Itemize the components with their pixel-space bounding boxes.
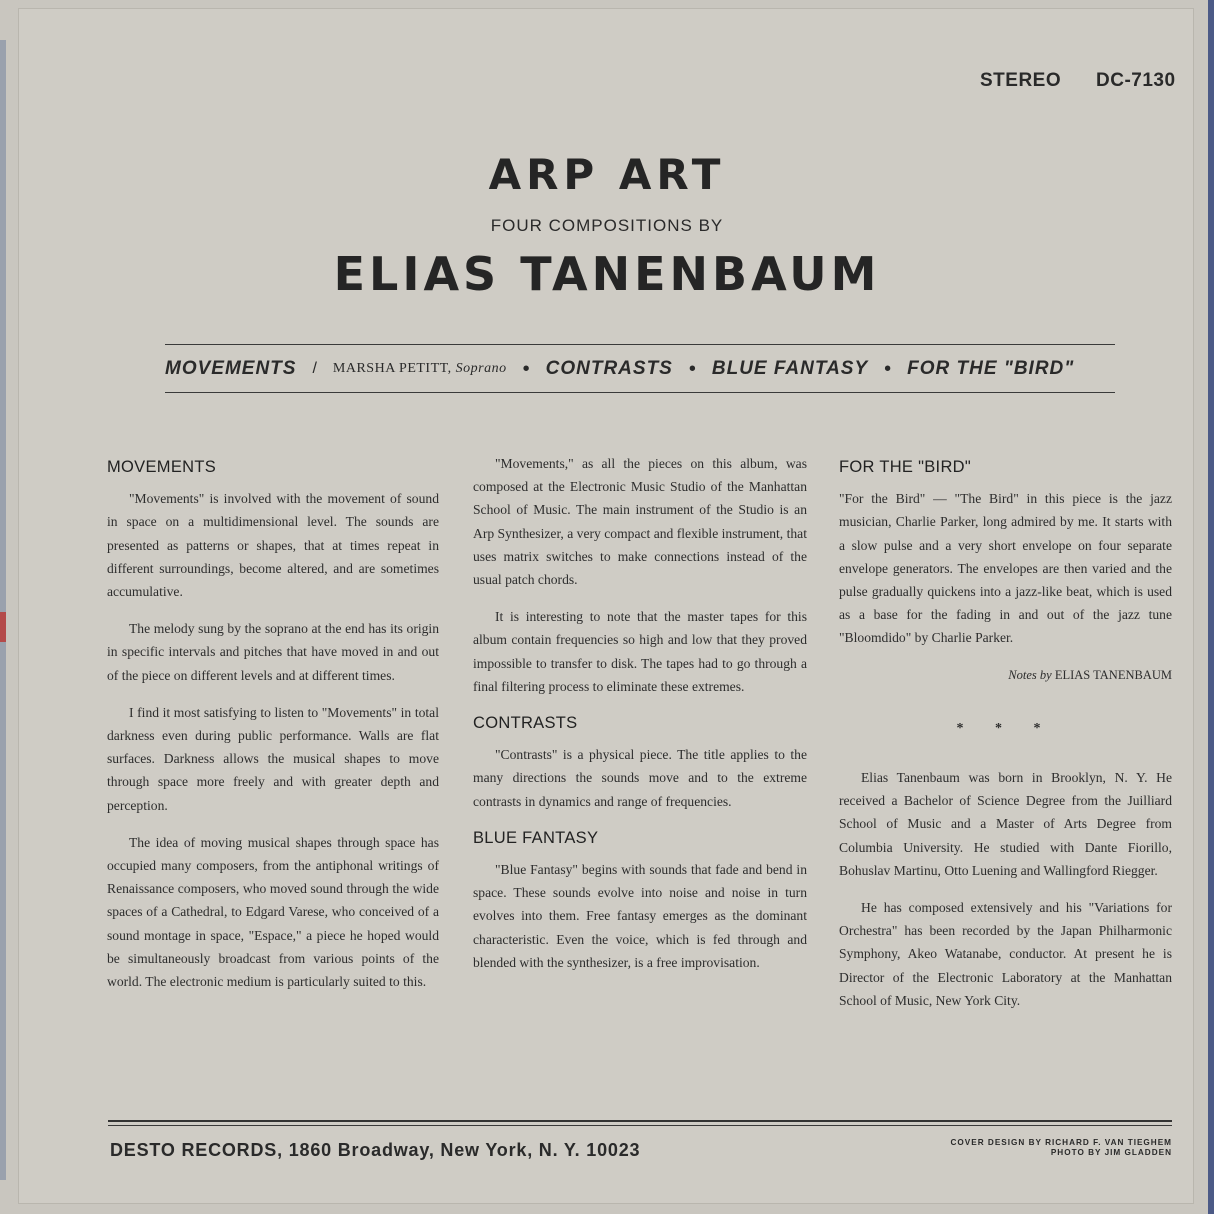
notes-credit-name: ELIAS TANENBAUM xyxy=(1054,667,1172,682)
album-subtitle: FOUR COMPOSITIONS BY xyxy=(490,216,724,235)
track-blue-fantasy: BLUE FANTASY xyxy=(711,358,869,379)
performer xyxy=(333,361,507,377)
paragraph: "Movements," as all the pieces on this album, was composed at the Electronic Music Studio of the Manhattan School of Music. The main instrument of the Studio is an Arp Synthesizer, a very compact and flexible instrument, that uses matrix switches to make connections instead of the usual patch chords. xyxy=(473,456,807,588)
composer-name: ELIAS TANENBAUM xyxy=(333,247,881,301)
catalog-number: DC-7130 xyxy=(1096,70,1176,91)
sleeve-left-edge xyxy=(0,40,6,1180)
notes-credit-label: Notes by xyxy=(1008,667,1052,682)
paragraph: "Movements" is involved with the movement of sound in space on a multidimensional level. The sounds are presented as patterns or shapes, that at times repeat in different surroundings, become altered, and are sometimes accumulative. xyxy=(107,491,439,600)
stereo-label: STEREO xyxy=(980,70,1062,91)
notes-column-3 xyxy=(839,456,1172,1026)
paragraph: "For the Bird" — "The Bird" in this piece is the jazz musician, Charlie Parker, long admired by me. It starts with a slow pulse and a very short envelope on four separate envelope generators. The envelopes are then varied and the pulse gradually quickens into a jazz-like beat, which is used as a base for the fading in and out of the jazz tune "Bloomdido" by Charlie Parker. xyxy=(839,491,1172,646)
track-contrasts: CONTRASTS xyxy=(545,358,673,379)
album-title: ARP ART xyxy=(488,150,726,199)
track-bullet: • xyxy=(688,357,696,380)
tracklist-bottom-rule xyxy=(165,392,1115,393)
notes-column-1 xyxy=(107,456,439,1007)
tracklist-top-rule xyxy=(165,344,1115,345)
track-bullet: • xyxy=(884,357,892,380)
paragraph: Elias Tanenbaum was born in Brooklyn, N. Y. He received a Bachelor of Science Degree from the Juilliard School of Music and a Master of Arts Degree from Columbia University. He studied with Dante Fiorillo, Bohuslav Martinu, Otto Luening and Wallingford Riegger. xyxy=(839,770,1172,878)
record-label-address: DESTO RECORDS, 1860 Broadway, New York, N. Y. 10023 xyxy=(110,1140,641,1160)
photo-credit: PHOTO BY JIM GLADDEN xyxy=(1050,1148,1172,1157)
performer-role: Soprano xyxy=(455,361,507,376)
paragraph: "Contrasts" is a physical piece. The title applies to the many directions the sounds move and to the extreme contrasts in dynamics and range of frequencies. xyxy=(473,747,807,809)
tracklist xyxy=(165,354,1115,384)
cover-design-credit: COVER DESIGN BY RICHARD F. VAN TIEGHEM xyxy=(950,1138,1172,1147)
heading-movements: MOVEMENTS xyxy=(107,458,217,476)
track-for-the-bird: FOR THE "BIRD" xyxy=(907,358,1075,379)
footer-rule xyxy=(108,1120,1172,1122)
paragraph: The idea of moving musical shapes through space has occupied many composers, from the antiphonal writings of Renaissance composers, who moved sound through the wide spaces of a Cathedral, to Edgard Varese, who conceived of a sound montage in space, "Espace," a piece he hoped would be simultaneously broadcast from various points of the world. The electronic medium is particularly suited to this. xyxy=(107,834,439,990)
paragraph: I find it most satisfying to listen to "Movements" in total darkness even during public performance. Walls are flat surfaces. Darkness allows the musical shapes to move through space more freely and with greater depth and perception. xyxy=(107,704,439,813)
footer-rule-thin xyxy=(108,1125,1172,1126)
paragraph: "Blue Fantasy" begins with sounds that fade and bend in space. These sounds evolve into noise and noise in turn evolves into them. Free fantasy emerges as the dominant characteristic. Even the voice, which is fed through and blended with the synthesizer, is a free improvisation. xyxy=(473,862,807,970)
notes-column-2 xyxy=(473,452,807,988)
sleeve-left-edge-red-mark xyxy=(0,612,6,642)
notes-credit xyxy=(839,664,1172,687)
performer-name: MARSHA PETITT, xyxy=(332,361,452,376)
section-divider-stars: * * * xyxy=(956,720,1055,736)
design-credits xyxy=(951,1138,1172,1158)
heading-for-the-bird: FOR THE "BIRD" xyxy=(839,458,972,476)
heading-contrasts: CONTRASTS xyxy=(473,714,578,733)
paragraph: It is interesting to note that the master tapes for this album contain frequencies so high and low that they proved impossible to transfer to disk. The tapes had to go through a final filtering process to eliminate these extremes. xyxy=(473,609,807,694)
track-separator-slash: / xyxy=(312,360,317,377)
track-bullet: • xyxy=(522,357,530,380)
paragraph: The melody sung by the soprano at the end has its origin in specific intervals and pitches that have moved in and out of the piece on different levels and at different times. xyxy=(107,621,439,683)
heading-blue-fantasy: BLUE FANTASY xyxy=(473,828,599,847)
paragraph: He has composed extensively and his "Variations for Orchestra" has been recorded by the Japan Philharmonic Symphony, Akeo Watanabe, conductor. At present he is Director of the Electronic Laboratory at the Manhattan School of Music, New York City. xyxy=(839,900,1172,1008)
track-movements: MOVEMENTS xyxy=(165,358,297,379)
